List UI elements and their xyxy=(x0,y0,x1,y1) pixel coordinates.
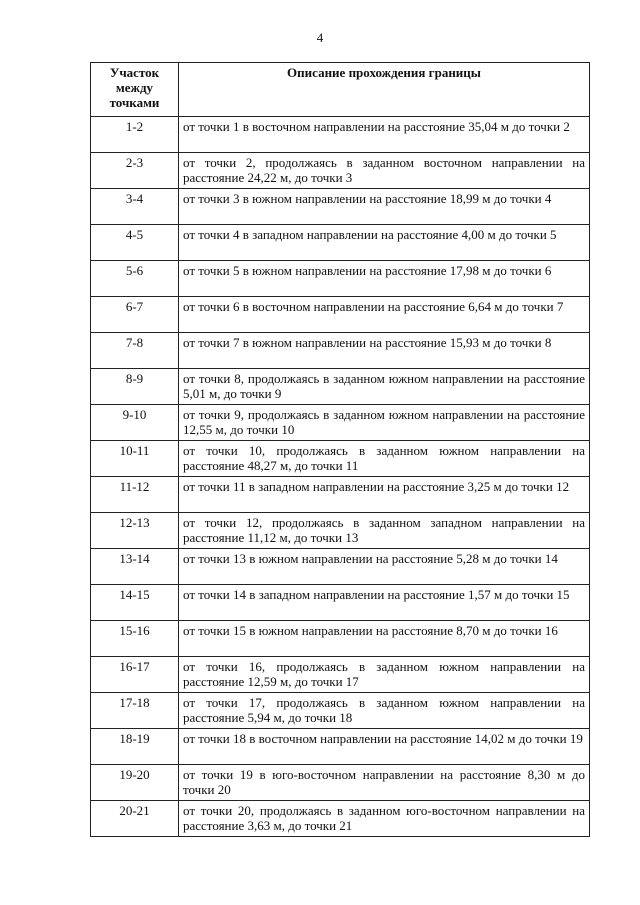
page-number: 4 xyxy=(316,30,324,45)
segment-cell: 4-5 xyxy=(91,225,179,261)
description-cell: от точки 2, продолжаясь в заданном восточном направлении на расстояние 24,22 м, до точки 3 xyxy=(179,153,590,189)
description-cell: от точки 1 в восточном направлении на расстояние 35,04 м до точки 2 xyxy=(179,117,590,153)
segment-cell: 5-6 xyxy=(91,261,179,297)
table-row xyxy=(91,729,590,765)
description-cell: от точки 5 в южном направлении на расстояние 17,98 м до точки 6 xyxy=(179,261,590,297)
description-cell: от точки 8, продолжаясь в заданном южном направлении на расстояние 5,01 м, до точки 9 xyxy=(179,369,590,405)
description-cell: от точки 4 в западном направлении на расстояние 4,00 м до точки 5 xyxy=(179,225,590,261)
segment-cell: 15-16 xyxy=(91,621,179,657)
description-cell: от точки 9, продолжаясь в заданном южном направлении на расстояние 12,55 м, до точки 10 xyxy=(179,405,590,441)
segment-cell: 2-3 xyxy=(91,153,179,189)
description-cell: от точки 11 в западном направлении на расстояние 3,25 м до точки 12 xyxy=(179,477,590,513)
table-row xyxy=(91,189,590,225)
description-cell: от точки 18 в восточном направлении на расстояние 14,02 м до точки 19 xyxy=(179,729,590,765)
description-cell: от точки 10, продолжаясь в заданном южном направлении на расстояние 48,27 м, до точки 11 xyxy=(179,441,590,477)
segment-cell: 11-12 xyxy=(91,477,179,513)
table-row xyxy=(91,405,590,441)
header-description: Описание прохождения границы xyxy=(179,63,590,117)
segment-cell: 12-13 xyxy=(91,513,179,549)
segment-cell: 6-7 xyxy=(91,297,179,333)
table-row xyxy=(91,585,590,621)
table-row xyxy=(91,513,590,549)
description-cell: от точки 19 в юго-восточном направлении на расстояние 8,30 м до точки 20 xyxy=(179,765,590,801)
table-row xyxy=(91,261,590,297)
segment-cell: 13-14 xyxy=(91,549,179,585)
description-cell: от точки 7 в южном направлении на расстояние 15,93 м до точки 8 xyxy=(179,333,590,369)
table-body xyxy=(91,117,590,837)
header-segment: Участок между точками xyxy=(91,63,179,117)
segment-cell: 9-10 xyxy=(91,405,179,441)
table-row xyxy=(91,117,590,153)
table-row xyxy=(91,297,590,333)
description-cell: от точки 12, продолжаясь в заданном западном направлении на расстояние 11,12 м, до точки 13 xyxy=(179,513,590,549)
table-row xyxy=(91,765,590,801)
table-row xyxy=(91,441,590,477)
description-cell: от точки 15 в южном направлении на расстояние 8,70 м до точки 16 xyxy=(179,621,590,657)
segment-cell: 10-11 xyxy=(91,441,179,477)
segment-cell: 14-15 xyxy=(91,585,179,621)
segment-cell: 3-4 xyxy=(91,189,179,225)
description-cell: от точки 6 в восточном направлении на расстояние 6,64 м до точки 7 xyxy=(179,297,590,333)
table-row xyxy=(91,549,590,585)
description-cell: от точки 17, продолжаясь в заданном южном направлении на расстояние 5,94 м, до точки 18 xyxy=(179,693,590,729)
segment-cell: 16-17 xyxy=(91,657,179,693)
description-cell: от точки 14 в западном направлении на расстояние 1,57 м до точки 15 xyxy=(179,585,590,621)
table-row xyxy=(91,621,590,657)
segment-cell: 19-20 xyxy=(91,765,179,801)
table-row xyxy=(91,333,590,369)
table-row xyxy=(91,369,590,405)
description-cell: от точки 3 в южном направлении на расстояние 18,99 м до точки 4 xyxy=(179,189,590,225)
table-row xyxy=(91,693,590,729)
table-header-row xyxy=(91,63,590,117)
segment-cell: 18-19 xyxy=(91,729,179,765)
boundary-table xyxy=(90,62,590,837)
segment-cell: 20-21 xyxy=(91,801,179,837)
table-row xyxy=(91,657,590,693)
table-row xyxy=(91,801,590,837)
description-cell: от точки 20, продолжаясь в заданном юго-восточном направлении на расстояние 3,63 м, до точки 21 xyxy=(179,801,590,837)
table-row xyxy=(91,153,590,189)
segment-cell: 17-18 xyxy=(91,693,179,729)
table-row xyxy=(91,477,590,513)
segment-cell: 1-2 xyxy=(91,117,179,153)
segment-cell: 8-9 xyxy=(91,369,179,405)
segment-cell: 7-8 xyxy=(91,333,179,369)
table-row xyxy=(91,225,590,261)
description-cell: от точки 13 в южном направлении на расстояние 5,28 м до точки 14 xyxy=(179,549,590,585)
description-cell: от точки 16, продолжаясь в заданном южном направлении на расстояние 12,59 м, до точки 17 xyxy=(179,657,590,693)
